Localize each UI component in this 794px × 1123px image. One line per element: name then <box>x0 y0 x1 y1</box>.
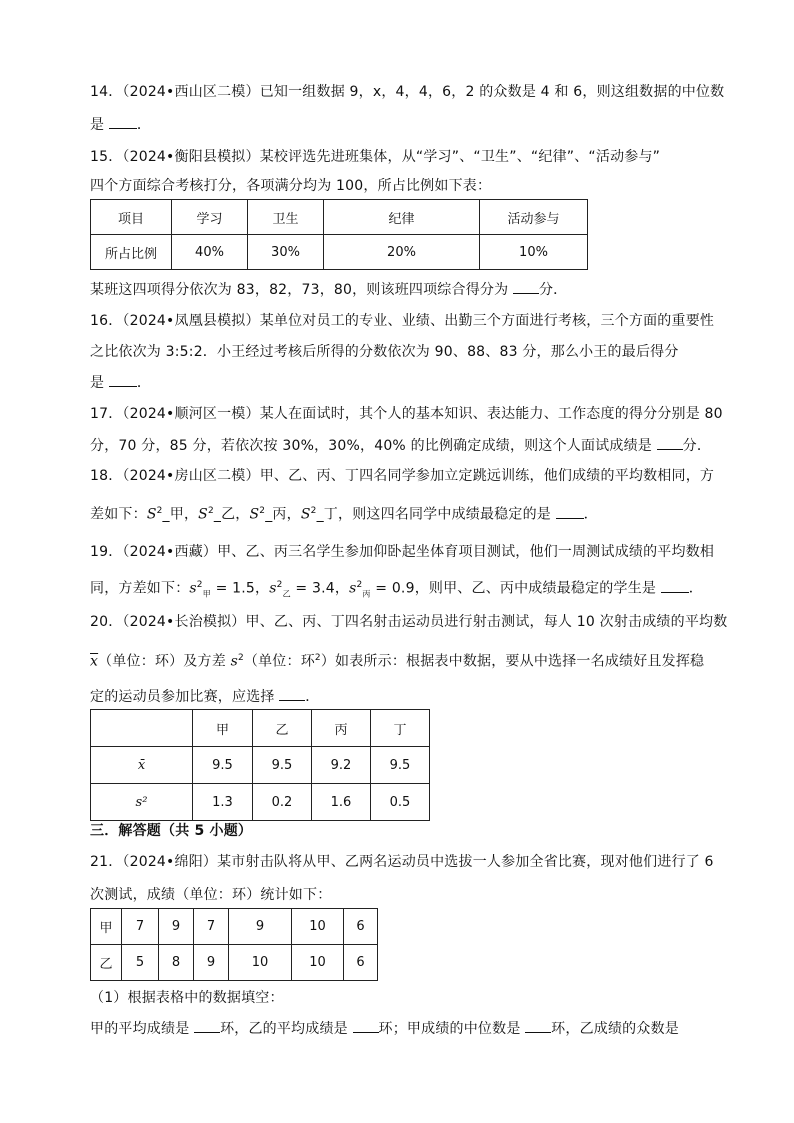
q20-line2: $\overline{x}$（单位：环）及方差 $s^2$（单位：环$^2$）如表所示：根据表中数据，要从中选择一名成绩好且发挥稳 <box>90 653 705 670</box>
table-cell: 9.5 <box>253 747 312 784</box>
table-cell: 10 <box>292 909 344 945</box>
answer-blank[interactable] <box>109 114 137 129</box>
table-cell: 6 <box>344 909 378 945</box>
table-cell: 5 <box>122 945 159 981</box>
answer-blank[interactable] <box>513 279 539 294</box>
table-cell: 7 <box>122 909 159 945</box>
table-cell: 8 <box>159 945 194 981</box>
q15-after: 某班这四项得分依次为 83，82，73，80，则该班四项综合得分为 分． <box>90 279 567 300</box>
q21-sub1: （1）根据表格中的数据填空： <box>90 990 284 1006</box>
table-row <box>91 945 378 981</box>
table-cell: 9.2 <box>312 747 371 784</box>
table-cell: 9.5 <box>193 747 253 784</box>
table-cell: 活动参与 <box>480 200 588 235</box>
table-cell: 20% <box>324 235 480 270</box>
q21-line2: 次测试，成绩（单位：环）统计如下： <box>90 887 332 903</box>
q17-line2: 分，70 分，85 分，若依次按 30%，30%，40% 的比例确定成绩，则这个人面试成绩是 分． <box>90 435 711 456</box>
table-cell: 纪律 <box>324 200 480 235</box>
table-cell: 卫生 <box>248 200 324 235</box>
table-cell: 乙 <box>253 710 312 747</box>
table-cell: 30% <box>248 235 324 270</box>
table-cell: 40% <box>172 235 248 270</box>
section-heading: 三．解答题（共 5 小题） <box>90 823 253 839</box>
q20-table <box>90 709 430 821</box>
table-row <box>91 909 378 945</box>
q21-table <box>90 908 378 981</box>
answer-blank[interactable] <box>279 686 305 701</box>
table-cell: 9.5 <box>371 747 430 784</box>
table-row <box>91 710 430 747</box>
answer-blank[interactable] <box>661 578 689 593</box>
answer-blank[interactable] <box>556 504 584 519</box>
table-cell: 1.3 <box>193 784 253 821</box>
q15-table <box>90 199 588 270</box>
table-row <box>91 235 588 270</box>
q16-line3: 是 ． <box>90 372 151 393</box>
table-row <box>91 747 430 784</box>
q18-line1: 18．（2024•房山区二模）甲、乙、丙、丁四名同学参加立定跳远训练，他们成绩的平均数相同，方 <box>90 468 715 484</box>
table-cell: 学习 <box>172 200 248 235</box>
table-cell: 0.5 <box>371 784 430 821</box>
q19-line1: 19．（2024•西藏）甲、乙、丙三名学生参加仰卧起坐体育项目测试，他们一周测试成绩的平均数相 <box>90 544 715 560</box>
table-row <box>91 784 430 821</box>
table-cell: 1.6 <box>312 784 371 821</box>
table-cell: 9 <box>229 909 292 945</box>
q21-line1: 21．（2024•绵阳）某市射击队将从甲、乙两名运动员中选拔一人参加全省比赛，现对他们进行了 6 <box>90 854 714 870</box>
answer-blank[interactable] <box>353 1018 379 1033</box>
table-cell: 6 <box>344 945 378 981</box>
table-cell: 0.2 <box>253 784 312 821</box>
q19-line2: 同，方差如下：$s^2_甲 = 1.5$，$s^2_乙 = 3.4$，$s^2_丙 = 0.9$，则甲、乙、丙中成绩最稳定的学生是 ． <box>90 575 703 604</box>
table-cell: 10 <box>292 945 344 981</box>
answer-blank[interactable] <box>657 435 683 450</box>
answer-blank[interactable] <box>525 1018 551 1033</box>
q16-line2: 之比依次为 3:5:2．小王经过考核后所得的分数依次为 90、88、83 分，那么小王的最后得分 <box>90 344 679 360</box>
table-cell: 项目 <box>91 200 172 235</box>
q15-line2: 四个方面综合考核打分，各项满分均为 100，所占比例如下表： <box>90 178 492 194</box>
table-cell: 7 <box>194 909 229 945</box>
q21-sub1-line: 甲的平均成绩是 环，乙的平均成绩是 环；甲成绩的中位数是 环，乙成绩的众数是 <box>90 1018 679 1039</box>
q15-line1: 15．（2024•衡阳县模拟）某校评选先进班集体，从“学习”、“卫生”、“纪律”、“活动参与” <box>90 149 661 165</box>
q18-line2: 差如下：$S^2\_$甲，$S^2\_$乙，$S^2\_$丙，$S^2\_$丁，则这四名同学中成绩最稳定的是 ． <box>90 501 598 525</box>
table-row <box>91 200 588 235</box>
q14-line1: 14．（2024•西山区二模）已知一组数据 9，x，4，4，6，2 的众数是 4 和 6，则这组数据的中位数 <box>90 84 725 100</box>
q20-line3: 定的运动员参加比赛，应选择 ． <box>90 686 319 707</box>
table-cell: 10% <box>480 235 588 270</box>
q14-line2: 是 ． <box>90 114 151 135</box>
table-cell: 甲 <box>193 710 253 747</box>
table-cell: x̄ <box>91 747 193 784</box>
q17-line1: 17．（2024•顺河区一模）某人在面试时，其个人的基本知识、表达能力、工作态度的得分分别是 80 <box>90 406 723 422</box>
answer-blank[interactable] <box>194 1018 220 1033</box>
table-cell: 10 <box>229 945 292 981</box>
q16-line1: 16．（2024•凤凰县模拟）某单位对员工的专业、业绩、出勤三个方面进行考核，三个方面的重要性 <box>90 313 715 329</box>
table-cell: 9 <box>159 909 194 945</box>
answer-blank[interactable] <box>109 372 137 387</box>
q20-line1: 20．（2024•长治模拟）甲、乙、丙、丁四名射击运动员进行射击测试，每人 10 次射击成绩的平均数 <box>90 614 728 630</box>
table-cell <box>91 710 193 747</box>
table-cell: 9 <box>194 945 229 981</box>
table-cell: 所占比例 <box>91 235 172 270</box>
table-cell: 乙 <box>91 945 122 981</box>
table-cell: 丁 <box>371 710 430 747</box>
table-cell: s² <box>91 784 193 821</box>
table-cell: 丙 <box>312 710 371 747</box>
table-cell: 甲 <box>91 909 122 945</box>
